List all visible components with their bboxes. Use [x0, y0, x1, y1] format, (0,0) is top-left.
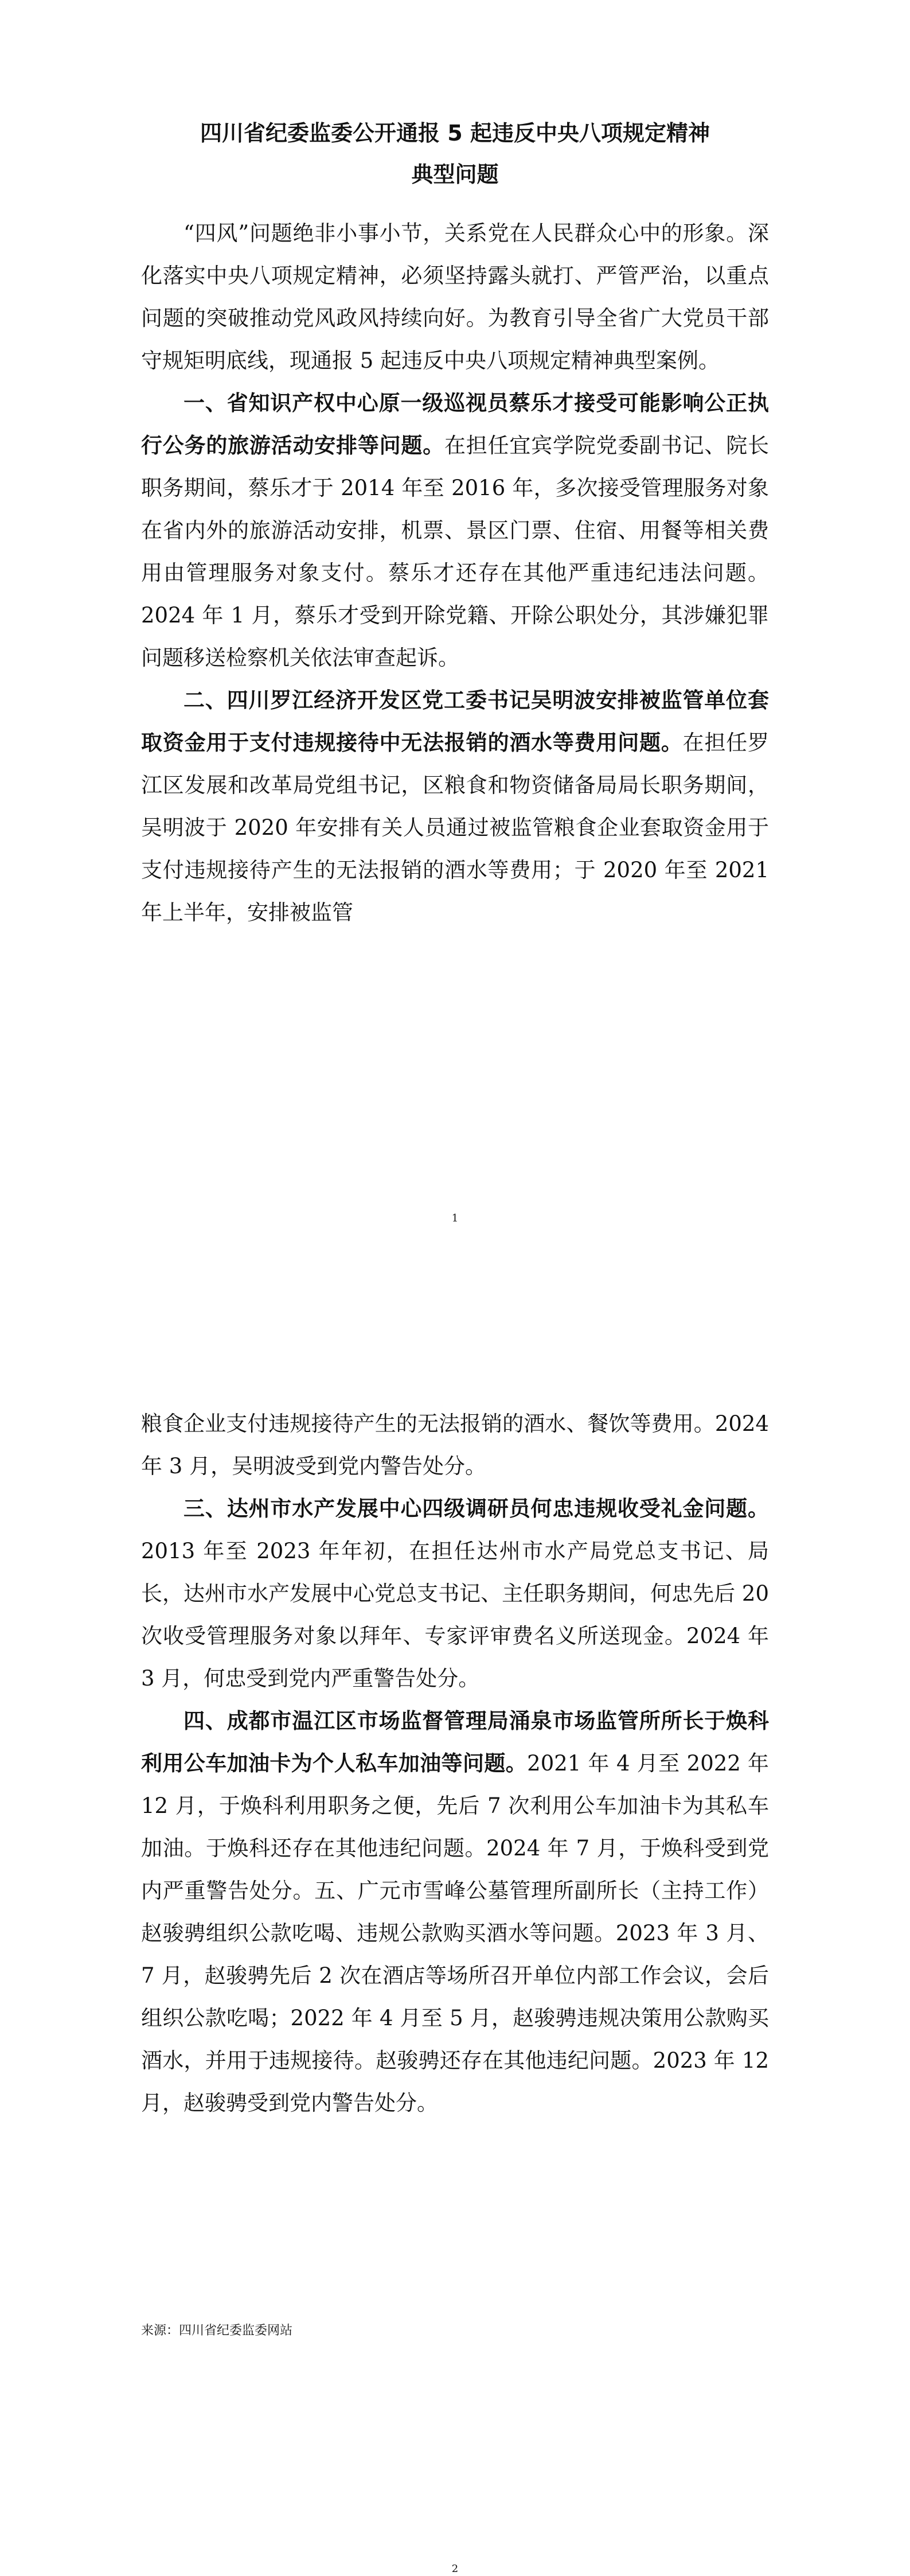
document-title [141, 112, 769, 195]
case-2-heading: 二、四川罗江经济开发区党工委书记吴明波安排被监管单位套取资金用于支付违规接待中无法报销的酒水等费用问题。 [141, 688, 769, 755]
document-page-2 [0, 1288, 910, 2576]
case-4-paragraph [141, 1700, 769, 2124]
case-1-text: 在担任宜宾学院党委副书记、院长职务期间，蔡乐才于 2014 年至 2016 年，多次接受管理服务对象在省内外的旅游活动安排，机票、景区门票、住宿、用餐等相关费用由管理服务对象支付。蔡乐才还存在其他严重违纪违法问题。2024 年 1 月，蔡乐才受到开除党籍、开除公职处分，其涉嫌犯罪问题移送检察机关依法审查起诉。 [141, 433, 769, 670]
intro-paragraph: “四风”问题绝非小事小节，关系党在人民群众心中的形象。深化落实中央八项规定精神，必须坚持露头就打、严管严治，以重点问题的突破推动党风政风持续向好。为教育引导全省广大党员干部守规矩明底线，现通报 5 起违反中央八项规定精神典型案例。 [141, 221, 769, 373]
case-3-paragraph [141, 1488, 769, 1700]
case-2-paragraph [141, 679, 769, 934]
case-4-heading: 四、成都市温江区市场监督管理局涌泉市场监管所所长于焕科利用公车加油卡为个人私车加油等问题。 [141, 1709, 769, 1776]
source-note: 来源：四川省纪委监委网站 [141, 2324, 293, 2338]
case-4-text: 2021 年 4 月至 2022 年 12 月，于焕科利用职务之便，先后 7 次利用公车加油卡为其私车加油。于焕科还存在其他违纪问题。2024 年 7 月，于焕科受到党内严重警告处分。五、广元市雪峰公墓管理所副所长（主持工作）赵骏骋组织公款吃喝、违规公款购买酒水等问题。2023 年 3 月、7 月，赵骏骋先后 2 次在酒店等场所召开单位内部工作会议，会后组织公款吃喝；2022 年 4 月至 5 月，赵骏骋违规决策用公款购买酒水，并用于违规接待。赵骏骋还存在其他违纪问题。2023 年 12 月，赵骏骋受到党内警告处分。 [141, 1751, 770, 2115]
page-number: 2 [451, 2563, 459, 2575]
case-3-text: 2013 年至 2023 年年初，在担任达州市水产局党总支书记、局长，达州市水产发展中心党总支书记、主任职务期间，何忠先后 20 次收受管理服务对象以拜年、专家评审费名义所送现金。2024 年 3 月，何忠受到党内严重警告处分。 [141, 1539, 769, 1691]
title-line-1: 四川省纪委监委公开通报 5 起违反中央八项规定精神 [200, 120, 710, 146]
document-body-page-2 [141, 1403, 769, 2124]
document-body-page-1 [141, 212, 769, 934]
case-2-text: 在担任罗江区发展和改革局党组书记，区粮食和物资储备局局长职务期间，吴明波于 2020 年安排有关人员通过被监管粮食企业套取资金用于支付违规接待产生的无法报销的酒水等费用；于 2020 年至 2021 年上半年，安排被监管 [141, 730, 770, 925]
case-1-heading: 一、省知识产权中心原一级巡视员蔡乐才接受可能影响公正执行公务的旅游活动安排等问题。 [141, 391, 769, 458]
case-3-heading: 三、达州市水产发展中心四级调研员何忠违规收受礼金问题。 [183, 1496, 769, 1521]
case-2-continuation: 粮食企业支付违规接待产生的无法报销的酒水、餐饮等费用。2024 年 3 月，吴明波受到党内警告处分。 [141, 1411, 769, 1478]
title-line-2: 典型问题 [411, 162, 499, 187]
case-1-paragraph [141, 382, 769, 679]
page-number: 1 [451, 1212, 459, 1224]
